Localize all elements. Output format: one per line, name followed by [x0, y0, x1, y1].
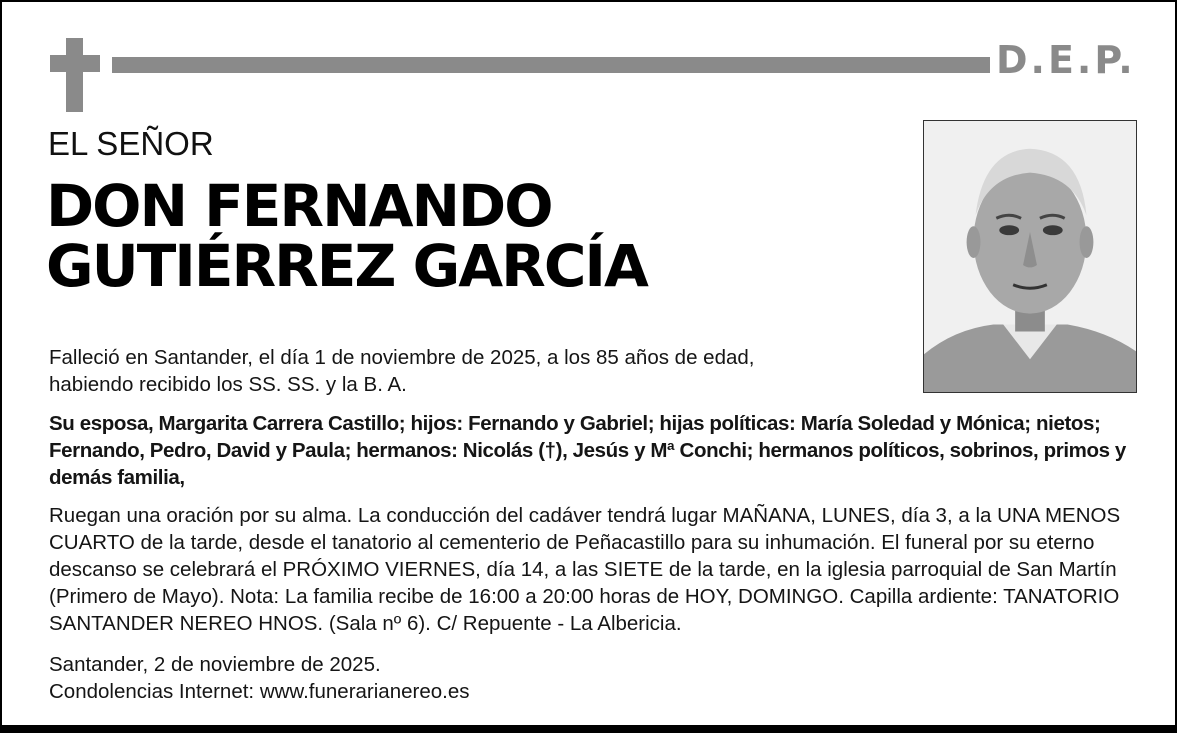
condolences-line: Condolencias Internet: www.funerarianereo.es	[49, 680, 470, 703]
dep-label: D.E.P.	[996, 38, 1136, 82]
deceased-name	[46, 172, 647, 300]
name-line-1: DON FERNANDO	[46, 172, 552, 240]
death-line-1: Falleció en Santander, el día 1 de noviembre de 2025, a los 85 años de edad,	[49, 346, 755, 369]
death-line-2: habiendo recibido los SS. SS. y la B. A.	[49, 373, 407, 396]
footer-info	[49, 651, 849, 705]
death-notice	[49, 344, 909, 398]
family-list: Su esposa, Margarita Carrera Castillo; hijos: Fernando y Gabriel; hijas políticas: María Soledad y Mónica; nietos; Fernando, Pedro, David y Paula; hermanos: Nicolás (†), Jesús y Mª Conchi; hermanos políticos, sobrinos, primos y demás familia,	[49, 412, 1126, 489]
header-rule	[112, 57, 990, 73]
latin-cross-icon	[50, 38, 100, 112]
honorific: EL SEÑOR	[48, 125, 214, 162]
name-line-2: GUTIÉRREZ GARCÍA	[46, 232, 647, 300]
place-date: Santander, 2 de noviembre de 2025.	[49, 653, 381, 676]
portrait-photo	[923, 120, 1137, 393]
ceremony-details: Ruegan una oración por su alma. La conducción del cadáver tendrá lugar MAÑANA, LUNES, día 3, a la UNA MENOS CUARTO de la tarde, desde el tanatorio al cementerio de Peñacastillo para su inhumación. El funeral por su eterno descanso se celebrará el PRÓXIMO VIERNES, día 14, a las SIETE de la tarde, en la iglesia parroquial de San Martín (Primero de Mayo). Nota: La familia recibe de 16:00 a 20:00 horas de HOY, DOMINGO. Capilla ardiente: TANATORIO SANTANDER NEREO HNOS. (Sala nº 6). C/ Repuente - La Albericia.	[49, 504, 1121, 635]
